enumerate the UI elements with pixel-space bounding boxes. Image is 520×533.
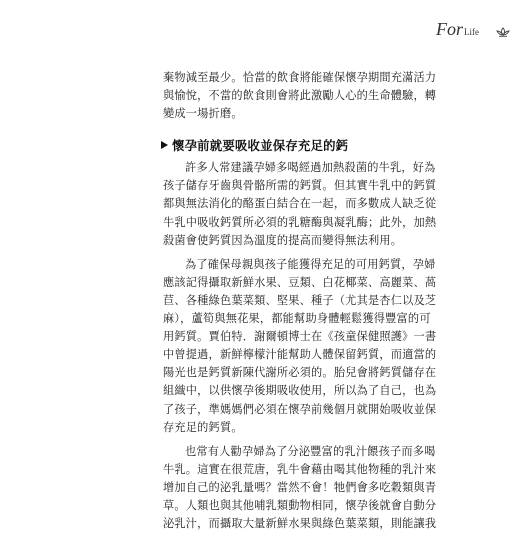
text-line: 孩子儲存牙齒與骨骼所需的鈣質。但其實牛乳中的鈣質 — [163, 179, 437, 193]
triangle-bullet-icon — [161, 141, 168, 149]
text-line: 泌乳汁，而攝取大量新鮮水果與綠色葉菜類，則能讓我 — [163, 517, 437, 531]
text-line: 陽光也是鈣質新陳代謝所必須的。胎兒會將鈣質儲存在 — [163, 366, 437, 380]
text-line: 增加自己的泌乳量嗎？當然不會！牠們會多吃穀類與青 — [163, 480, 437, 494]
body-paragraph — [163, 256, 437, 437]
text-line: 與愉悅，不當的飲食則會將此激勵人心的生命體驗，轉 — [163, 89, 437, 103]
body-paragraph — [163, 443, 437, 533]
text-line: 牛乳。這實在很荒唐，乳牛會藉由喝其他物種的乳汁來 — [163, 462, 437, 476]
text-line: 變成一場折磨。 — [163, 107, 243, 121]
section-heading — [161, 137, 381, 155]
text-line: 用鈣質。賈伯特．謝爾頓博士在《孩童保健照護》一書 — [163, 330, 437, 344]
section-heading-text: 懷孕前就要吸收並保存充足的鈣 — [172, 138, 349, 154]
text-line: 麻），蘆筍與無花果，都能幫助身體輕鬆獲得豐富的可 — [163, 312, 431, 326]
page-header — [0, 0, 520, 56]
brand-logo-main: For — [436, 19, 463, 39]
brand-logo — [436, 19, 479, 40]
text-line: 殺菌會使鈣質因為溫度的提高而變得無法利用。 — [163, 233, 403, 247]
intro-paragraph — [163, 69, 437, 123]
body-paragraph — [163, 159, 437, 249]
section-paragraphs — [163, 159, 437, 533]
lotus-icon — [496, 27, 510, 37]
text-line: 組織中，以供懷孕後期吸收使用，所以為了自己，也為 — [163, 384, 437, 398]
text-line: 都與無法消化的酪蛋白結合在一起，而多數成人缺乏從 — [163, 197, 437, 211]
text-line: 了孩子，準媽媽們必須在懷孕前幾個月就開始吸收並保 — [163, 402, 437, 416]
text-line: 為了確保母親與孩子能獲得充足的可用鈣質，孕婦 — [185, 257, 436, 271]
text-line: 苣、各種綠色葉菜類、堅果、種子（尤其是杏仁以及芝 — [163, 293, 437, 307]
text-line: 中曾提過，新鮮檸檬汁能幫助人體保留鈣質，而適當的 — [163, 348, 437, 362]
article-body — [163, 69, 437, 533]
text-line: 草。人類也與其他哺乳類動物相同，懷孕後就會自動分 — [163, 498, 437, 512]
text-line: 應該記得攝取新鮮水果、豆類、白花椰菜、高麗菜、萵 — [163, 275, 437, 289]
text-line: 棄物減至最少。恰當的飲食將能確保懷孕期間充滿活力 — [163, 71, 437, 84]
text-line: 也常有人勸孕婦為了分泌豐富的乳汁餵孩子而多喝 — [185, 444, 436, 458]
text-line: 牛乳中吸收鈣質所必須的乳糖酶與凝乳酶；此外，加熱 — [163, 215, 437, 229]
brand-logo-sub: Life — [464, 27, 479, 37]
text-line: 存充足的鈣質。 — [163, 420, 243, 434]
text-line: 許多人常建議孕婦多喝經過加熱殺菌的牛乳，好為 — [185, 161, 436, 175]
